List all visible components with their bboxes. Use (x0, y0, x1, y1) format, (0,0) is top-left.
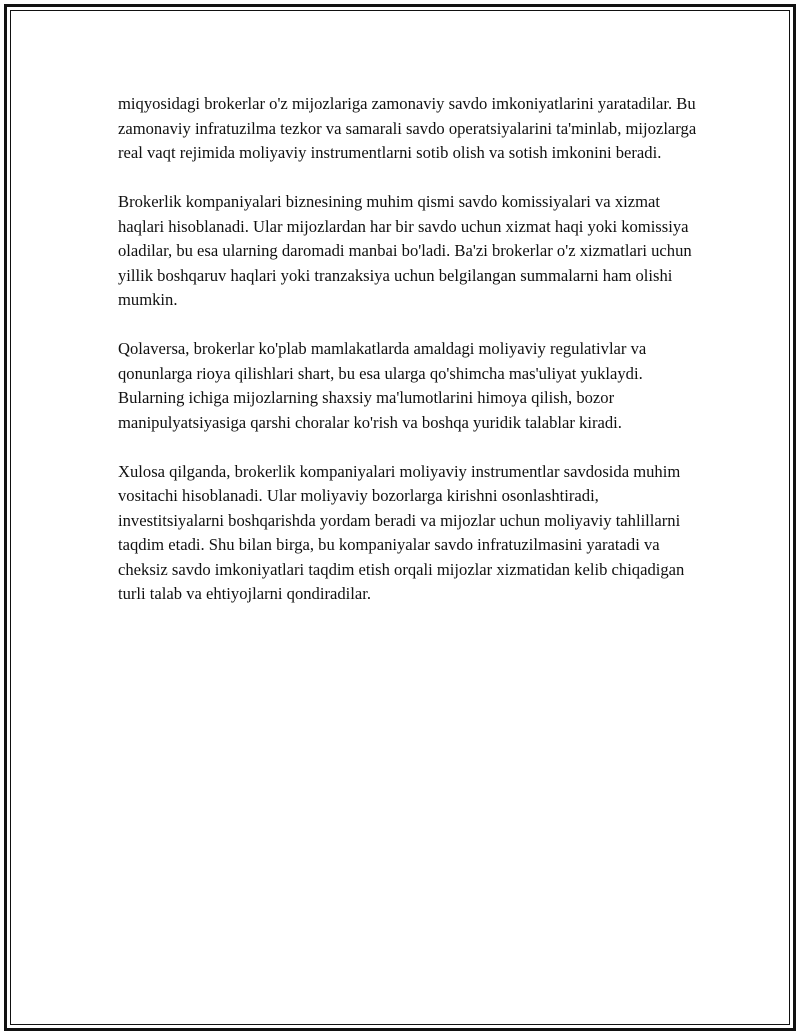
paragraph-4: Xulosa qilganda, brokerlik kompaniyalari moliyaviy instrumentlar savdosida muhim vositachi hisoblanadi. Ular moliyaviy bozorlarga kirishni osonlashtiradi, investitsiyalarni boshqarishda yordam beradi va mijozlar uchun moliyaviy tahlillarni taqdim etadi. Shu bilan birga, bu kompaniyalar savdo infratuzilmasini yaratadi va cheksiz savdo imkoniyatlari taqdim etish orqali mijozlar xizmatidan kelib chiqadigan turli talab va ehtiyojlarni qondiradilar. (118, 461, 685, 603)
paragraph-3: Qolaversa, brokerlar ko'plab mamlakatlarda amaldagi moliyaviy regulativlar va qonunlarga rioya qilishlari shart, bu esa ularga qo'shimcha mas'uliyat yuklaydi. Bularning ichiga mijozlarning shaxsiy ma'lumotlarini himoya qilish, bozor manipulyatsiyasiga qarshi choralar ko'rish va boshqa yuridik talablar kiradi. (118, 339, 647, 432)
document-body (118, 92, 698, 631)
paragraph-1: miqyosidagi brokerlar o'z mijozlariga zamonaviy savdo imkoniyatlarini yaratadilar. Bu zamonaviy infratuzilma tezkor va samarali savdo operatsiyalarini ta'minlab, mijozlarga real vaqt rejimida moliyaviy instrumentlarni sotib olish va sotish imkonini beradi. (118, 94, 697, 162)
paragraph-2: Brokerlik kompaniyalari biznesining muhim qismi savdo komissiyalari va xizmat haqlari hisoblanadi. Ular mijozlardan har bir savdo uchun xizmat haqi yoki komissiya oladilar, bu esa ularning daromadi manbai bo'ladi. Ba'zi brokerlar o'z xizmatlari uchun yillik boshqaruv haqlari yoki tranzaksiya uchun belgilangan summalarni ham olishi mumkin. (118, 192, 692, 309)
